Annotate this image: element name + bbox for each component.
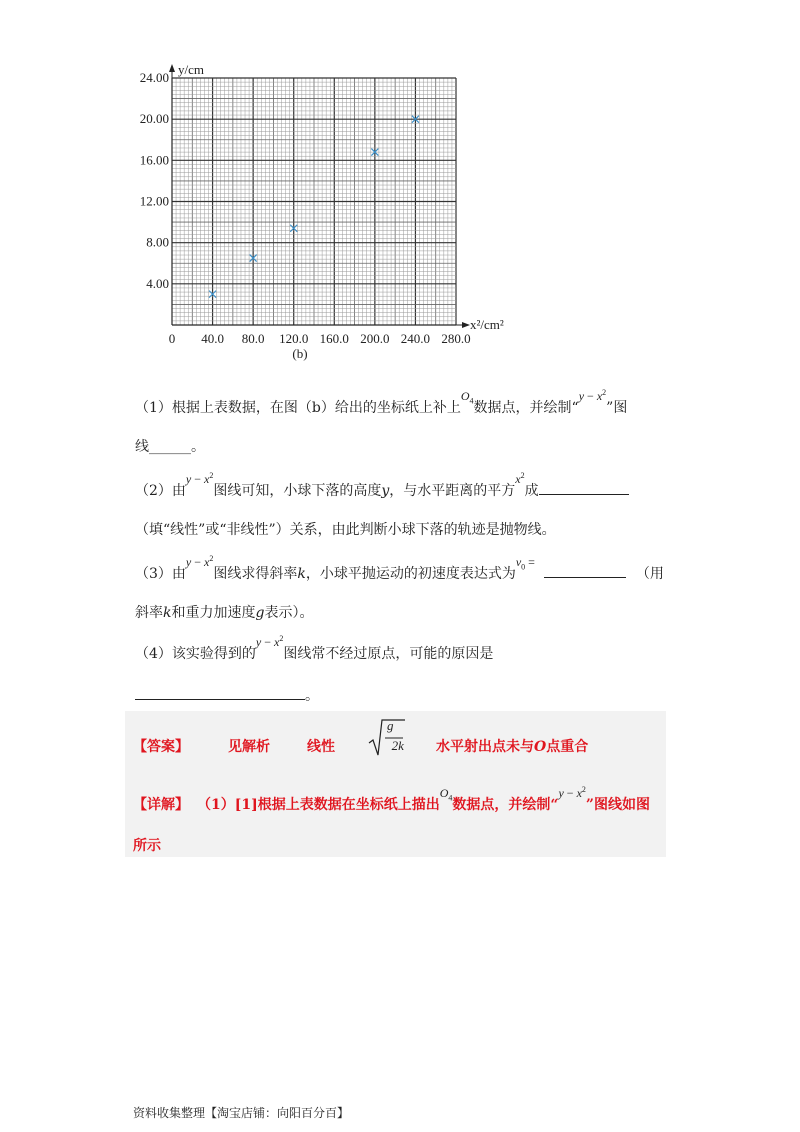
question-2-line-1 — [135, 471, 629, 501]
q1-text-c: ”图 — [606, 400, 628, 416]
y-tick-label: 24.00 — [139, 70, 169, 85]
q3-k-var-2: k — [163, 605, 172, 621]
y-tick-label: 4.00 — [146, 275, 169, 291]
question-3-line-2 — [135, 603, 313, 623]
q3-text-e3: 和重力加速度 — [171, 605, 256, 621]
answer-2: 线性 — [307, 739, 335, 755]
q2-text-a: （2）由 — [135, 483, 186, 499]
answer-3-denominator: 2k — [391, 738, 404, 753]
q3-k-var: k — [297, 566, 306, 582]
q3-g-var: g — [255, 605, 265, 621]
x-tick-label: 280.0 — [441, 331, 471, 346]
answer-1: 见解析 — [228, 739, 270, 755]
q4-end: 。 — [305, 688, 319, 704]
q1-text-b: 数据点，并绘制“ — [473, 400, 579, 416]
q3-text-e1: 斜率 — [135, 605, 163, 621]
answer-3-numerator: g — [387, 718, 394, 733]
q2-text-c: ，与水平距离的平方 — [389, 483, 516, 499]
question-4-line-2 — [135, 685, 319, 706]
question-3-line-1 — [135, 554, 664, 589]
x-tick-label: 120.0 — [279, 331, 309, 346]
y-tick-label: 12.00 — [139, 193, 169, 209]
y-tick-label: 8.00 — [146, 234, 169, 250]
q3-yx2-symbol: $y - x^2$ — [185, 554, 214, 569]
question-1-line-1 — [135, 388, 628, 423]
q3-text-e5: 表示）。 — [264, 605, 314, 621]
q1-text-a: （1）根据上表数据，在图（b）给出的坐标纸上补上 — [135, 400, 461, 416]
chart-caption: (b) — [292, 346, 308, 361]
q1-text-d: 线______。 — [135, 439, 205, 455]
q1-o4-symbol: $O_4$ — [460, 389, 474, 406]
q2-x2-symbol: $x^2$ — [515, 471, 525, 486]
chart-b — [120, 55, 540, 365]
footer-source: 资料收集整理【淘宝店铺：向阳百分百】 — [133, 1106, 350, 1120]
q4-text-b: 图线常不经过原点，可能的原因是 — [283, 646, 494, 662]
q1-yx2-symbol: $y - x^2$ — [578, 388, 607, 403]
q4-yx2-symbol: $y - x^2$ — [255, 634, 284, 649]
y-axis-arrow — [169, 64, 175, 72]
x-tick-label: 80.0 — [241, 331, 265, 346]
q3-answer-blank[interactable] — [544, 563, 626, 578]
q2-text-e: （填“线性”或“非线性”）关系，由此判断小球下落的轨迹是抛物线。 — [135, 522, 556, 538]
q3-text-c: ，小球平抛运动的初速度表达式为 — [305, 566, 516, 582]
q3-text-b: 图线求得斜率 — [213, 566, 298, 582]
answer-label: 【答案】 — [133, 739, 189, 755]
x-tick-label: 200.0 — [360, 331, 390, 346]
x-tick-label: 0 — [168, 331, 176, 346]
y-tick-label: 16.00 — [139, 152, 169, 168]
x-tick-label: 40.0 — [201, 331, 224, 346]
q2-answer-blank[interactable] — [539, 480, 629, 495]
x-tick-label: 160.0 — [319, 331, 349, 346]
q4-answer-blank[interactable] — [135, 685, 305, 700]
detail-line-1: （1）[1]根据上表数据在坐标纸上描出$O_4$数据点，并绘制“$y - x^2$”图线如图 — [197, 785, 650, 813]
q2-text-b: 图线可知，小球下落的高度 — [213, 483, 382, 499]
q2-y-var: y — [381, 483, 390, 499]
detail-label: 【详解】 — [133, 797, 189, 813]
answer-4: 水平射出点未与O点重合 — [436, 739, 589, 755]
question-4-line-1 — [135, 634, 494, 664]
q3-text-a: （3）由 — [135, 566, 186, 582]
q4-text-a: （4）该实验得到的 — [135, 646, 256, 662]
x-axis-label: x²/cm² — [470, 317, 504, 332]
x-axis-arrow — [462, 322, 470, 328]
q2-text-d: 成 — [524, 483, 539, 499]
q2-yx2-symbol: $y - x^2$ — [185, 471, 214, 486]
x-tick-label: 240.0 — [400, 331, 431, 346]
y-tick-label: 20.00 — [139, 111, 169, 127]
y-axis-label: y/cm — [178, 62, 204, 77]
q3-text-d: （用 — [635, 566, 664, 582]
q3-v0-symbol: $v_0$ = — [515, 555, 535, 572]
chart-svg — [120, 55, 540, 365]
detail-line-2: 所示 — [133, 838, 161, 854]
question-1-line-2 — [135, 437, 205, 457]
question-2-line-2 — [135, 520, 556, 540]
answer-box — [125, 711, 666, 857]
